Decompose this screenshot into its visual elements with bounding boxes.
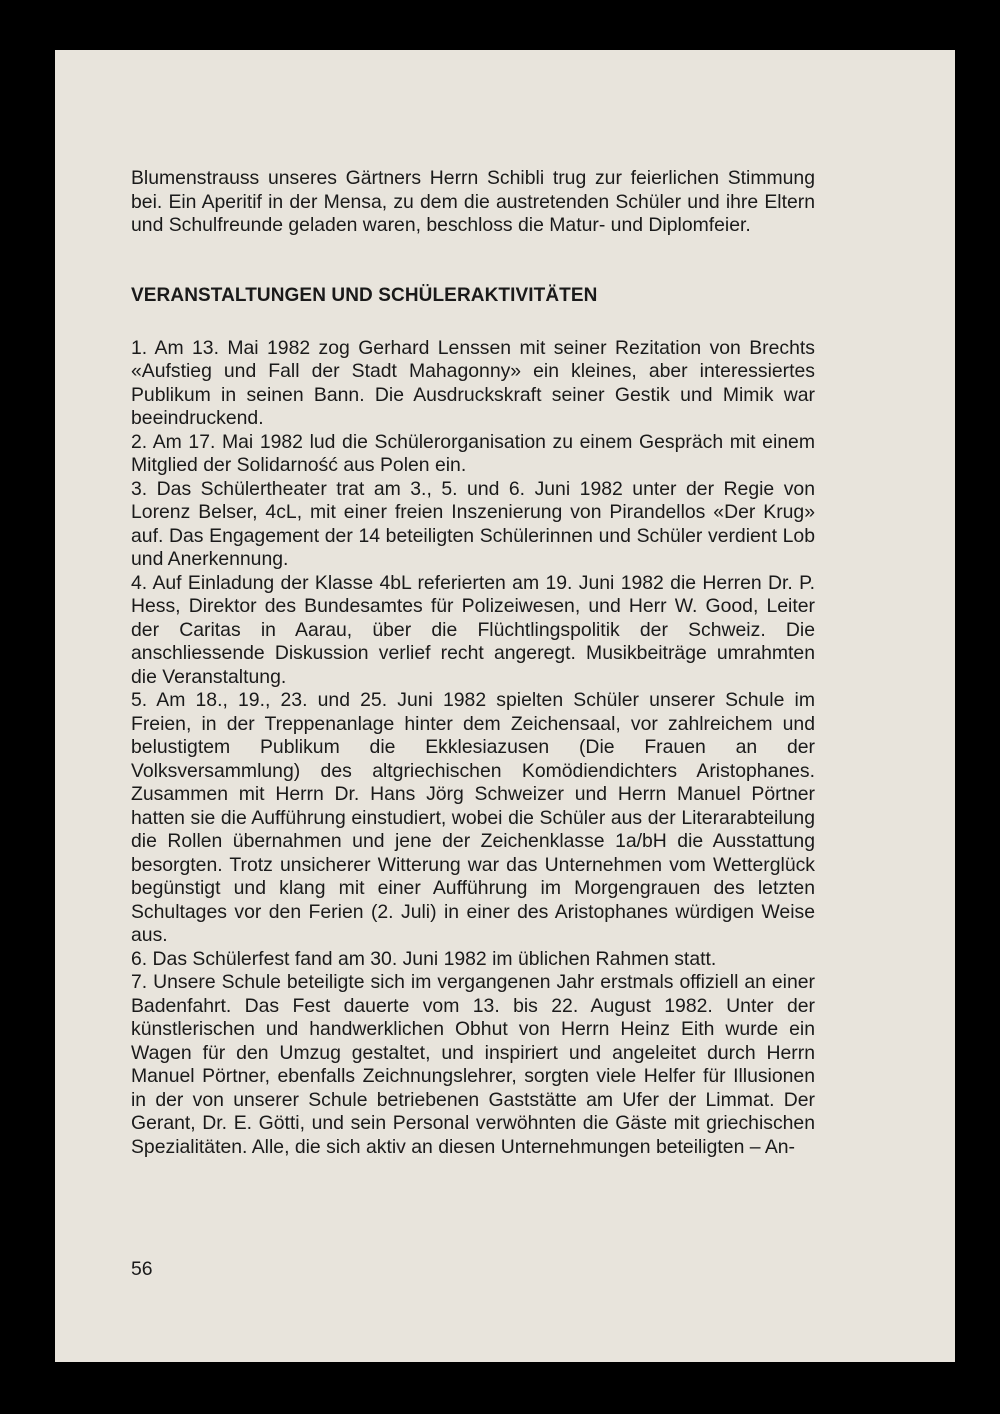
event-item-2: 2. Am 17. Mai 1982 lud die Schülerorganisation zu einem Gespräch mit einem Mitglied der Solidarność aus Polen ein. — [131, 430, 815, 476]
page-content — [131, 167, 815, 1159]
page-number: 56 — [131, 1258, 153, 1280]
event-item-1: 1. Am 13. Mai 1982 zog Gerhard Lenssen mit seiner Rezitation von Brechts «Aufstieg und Fall der Stadt Mahagonny» ein kleines, aber interessiertes Publikum in seinen Bann. Die Ausdruckskraft seiner Gestik und Mimik war beeindruckend. — [131, 336, 815, 429]
event-item-5: 5. Am 18., 19., 23. und 25. Juni 1982 spielten Schüler unserer Schule im Freien, in der Treppenanlage hinter dem Zeichensaal, vor zahlreichem und belustigtem Publikum die Ekklesiazusen (Die Frauen an der Volksversammlung) des altgriechischen Komödiendichters Aristophanes. Zusammen mit Herrn Dr. Hans Jörg Schweizer und Herrn Manuel Pörtner hatten sie die Aufführung einstudiert, wobei die Schüler aus der Literarabteilung die Rollen übernahmen und jene der Zeichenklasse 1a/bH die Ausstattung besorgten. Trotz unsicherer Witterung war das Unternehmen vom Wetterglück begünstigt und klang mit einer Aufführung im Morgengrauen des letzten Schultages vor den Ferien (2. Juli) in einer des Aristophanes würdigen Weise aus. — [131, 689, 815, 946]
section-heading: VERANSTALTUNGEN UND SCHÜLERAKTIVITÄTEN — [131, 284, 598, 306]
event-item-6: 6. Das Schülerfest fand am 30. Juni 1982 im üblichen Rahmen statt. — [131, 947, 717, 970]
intro-paragraph: Blumenstrauss unseres Gärtners Herrn Schibli trug zur feierlichen Stimmung bei. Ein Aperitif in der Mensa, zu dem die austretenden Schüler und ihre Eltern und Schulfreunde geladen waren, beschloss die Matur- und Diplomfeier. — [131, 167, 815, 236]
event-item-7: 7. Unsere Schule beteiligte sich im vergangenen Jahr erstmals offiziell an einer Badenfahrt. Das Fest dauerte vom 13. bis 22. August 1982. Unter der künstlerischen und handwerklichen Obhut von Herrn Heinz Eith wurde ein Wagen für den Umzug gestaltet, und inspiriert und angeleitet durch Herrn Manuel Pörtner, ebenfalls Zeichnungslehrer, sorgten viele Helfer für Illusionen in der von unserer Schule betriebenen Gaststätte am Ufer der Limmat. Der Gerant, Dr. E. Götti, und sein Personal verwöhnten die Gäste mit griechischen Spezialitäten. Alle, die sich aktiv an diesen Unternehmungen beteiligten – An- — [131, 971, 815, 1158]
event-list — [131, 337, 815, 1160]
event-item-4: 4. Auf Einladung der Klasse 4bL referierten am 19. Juni 1982 die Herren Dr. P. Hess, Direktor des Bundesamtes für Polizeiwesen, und Herr W. Good, Leiter der Caritas in Aarau, über die Flüchtlingspolitik der Schweiz. Die anschliessende Diskussion verlief recht angeregt. Musikbeiträge umrahmten die Veranstaltung. — [131, 571, 815, 688]
document-page — [55, 50, 955, 1362]
event-item-3: 3. Das Schülertheater trat am 3., 5. und 6. Juni 1982 unter der Regie von Lorenz Belser, 4cL, mit einer freien Inszenierung von Pirandellos «Der Krug» auf. Das Engagement der 14 beteiligten Schülerinnen und Schüler verdient Lob und Anerkennung. — [131, 477, 815, 570]
